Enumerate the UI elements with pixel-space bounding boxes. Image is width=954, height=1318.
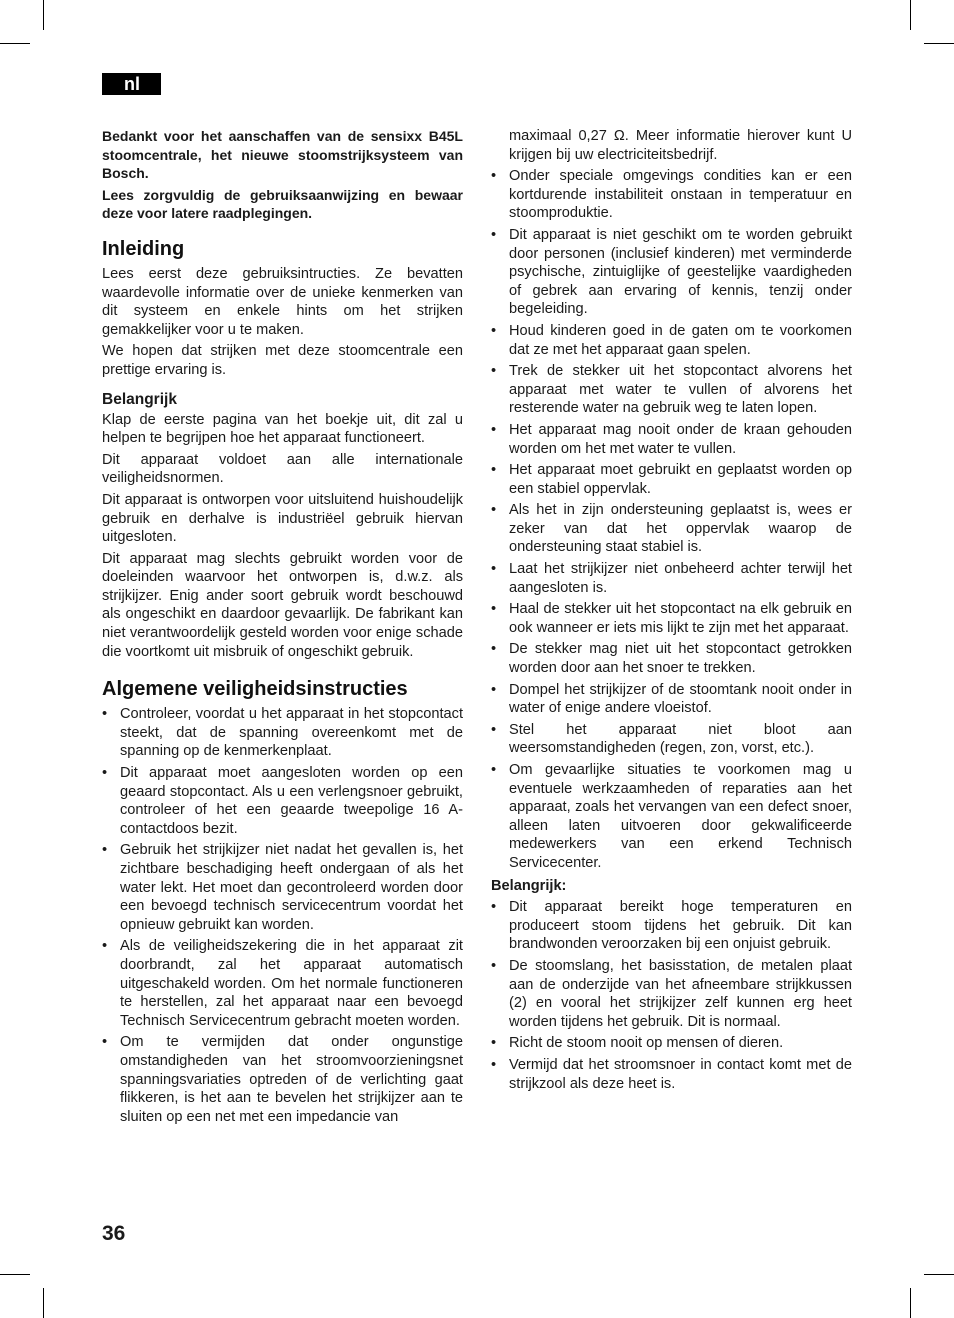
heading-belangrijk: Belangrijk bbox=[102, 390, 177, 408]
important-list bbox=[491, 898, 852, 1093]
crop-mark-bottom-left-h bbox=[0, 1274, 30, 1275]
list-item: • Richt de stoom nooit op mensen of dieren. bbox=[491, 1034, 852, 1053]
page-number: 36 bbox=[102, 1222, 126, 1245]
safety-list bbox=[102, 705, 463, 1126]
list-item: • Stel het apparaat niet bloot aan weersomstandigheden (regen, zon, vorst, etc.). bbox=[491, 721, 852, 758]
list-item: • Trek de stekker uit het stopcontact alvorens het apparaat met water te vullen of alvorens het resterende water na gebruik weg te laten lopen. bbox=[491, 362, 852, 418]
list-item: • Om gevaarlijke situaties te voorkomen mag u eventuele werkzaamheden of reparaties aan het apparaat, zoals het vervangen van een defect snoer, alleen laten uitvoeren door gekwalificeerde medewerkers van een erkend Technisch Servicecenter. bbox=[491, 761, 852, 873]
crop-mark-top-left-h bbox=[0, 43, 30, 44]
right-column bbox=[491, 127, 852, 1096]
crop-mark-top-right-v bbox=[910, 0, 911, 30]
safety-list-continued bbox=[491, 167, 852, 872]
list-item: • Onder speciale omgevings condities kan er een kortdurende instabiliteit onstaan in temperatuur en stoomproduktie. bbox=[491, 167, 852, 223]
crop-mark-top-right-h bbox=[924, 43, 954, 44]
list-item: • Houd kinderen goed in de gaten om te voorkomen dat ze met het apparaat gaan spelen. bbox=[491, 322, 852, 359]
list-item: • Dit apparaat moet aangesloten worden op een geaard stopcontact. Als u een verlengsnoer gebruikt, controleer of het een geaarde tweepolige 16 A-contactdoos bezit. bbox=[102, 764, 463, 838]
list-item: • Gebruik het strijkijzer niet nadat het gevallen is, het zichtbare beschadiging heeft ondergaan of als het water lekt. Het moet dan gecontroleerd worden door een bevoegd technisch servicecentrum voordat het opnieuw gebruikt kan worden. bbox=[102, 841, 463, 934]
crop-mark-bottom-left-v bbox=[43, 1288, 44, 1318]
heading-inleiding: Inleiding bbox=[102, 237, 185, 260]
paragraph: Dit apparaat is ontworpen voor uitsluitend huishoudelijk gebruik en derhalve is industriëel gebruik hiervan uitgesloten. bbox=[102, 491, 463, 546]
list-item: • Als de veiligheidszekering die in het apparaat zit doorbrandt, zal het apparaat automatisch uitgeschakeld worden. Om het normale functioneren te herstellen, zal het apparaat naar een bevoegd Technisch Servicecentrum gebracht moeten worden. bbox=[102, 937, 463, 1030]
crop-mark-top-left-v bbox=[43, 0, 44, 30]
paragraph: Dit apparaat voldoet aan alle internationale veiligheidsnormen. bbox=[102, 451, 463, 487]
list-item: • Het apparaat moet gebruikt en geplaatst worden op een stabiel oppervlak. bbox=[491, 461, 852, 498]
list-item: • Dit apparaat bereikt hoge temperaturen en produceert stoom tijdens het gebruik. Dit kan brandwonden veroorzaken bij een onjuist gebruik. bbox=[491, 898, 852, 954]
intro-read-manual: Lees zorgvuldig de gebruiksaanwijzing en bewaar deze voor latere raadplegingen. bbox=[102, 186, 463, 222]
list-item: • Controleer, voordat u het apparaat in het stopcontact steekt, dat de spanning overeenkomt met de spanning op de kenmerkenplaat. bbox=[102, 705, 463, 761]
list-item: • De stoomslang, het basisstation, de metalen plaat aan de onderzijde van het afneembare strijkkussen (2) en vooral het strijkijzer zelf kunnen erg heet worden tijdens het gebruik. Dit is normaal. bbox=[491, 957, 852, 1031]
paragraph: Dit apparaat mag slechts gebruikt worden voor de doeleinden waarvoor het ontworpen is, d.w.z. als strijkijzer. Enig ander soort gebruik wordt beschouwd als ongeschikt en daardoor gevaarlijk. De fabrikant kan niet verantwoordelijk gesteld worden voor enige schade die voortkomt uit misbruik of ongeschikt gebruik. bbox=[102, 550, 463, 660]
list-item: • Als het in zijn ondersteuning geplaatst is, wees er zeker van dat het oppervlak waarop de ondersteuning staat stabiel is. bbox=[491, 501, 852, 557]
heading-belangrijk-2: Belangrijk: bbox=[491, 877, 567, 894]
language-badge: nl bbox=[102, 73, 161, 95]
list-item: • Vermijd dat het stroomsnoer in contact komt met de strijkzool als deze heet is. bbox=[491, 1056, 852, 1093]
list-item: • Dit apparaat is niet geschikt om te worden gebruikt door personen (inclusief kinderen) met verminderde psychische, zintuiglijke of geestelijke vaardigheden of gebrek aan ervaring of kennis, tenzij onder begeleiding. bbox=[491, 226, 852, 319]
intro-thanks: Bedankt voor het aanschaffen van de sensixx B45L stoomcentrale, het nieuwe stoomstrijksysteem van Bosch. bbox=[102, 128, 463, 182]
crop-mark-bottom-right-v bbox=[910, 1288, 911, 1318]
list-item: • Het apparaat mag nooit onder de kraan gehouden worden om het met water te vullen. bbox=[491, 421, 852, 458]
paragraph: We hopen dat strijken met deze stoomcentrale een prettige ervaring is. bbox=[102, 343, 463, 378]
left-column bbox=[102, 127, 463, 1129]
heading-algemene-veiligheid: Algemene veiligheidsinstructies bbox=[102, 678, 408, 701]
list-item-continuation: maximaal 0,27 Ω. Meer informatie hierover kunt U krijgen bij uw electriciteitsbedrijf. bbox=[509, 128, 852, 163]
list-item: • Haal de stekker uit het stopcontact na elk gebruik en ook wanneer er iets mis lijkt te zijn met het apparaat. bbox=[491, 600, 852, 637]
paragraph: Klap de eerste pagina van het boekje uit, dit zal u helpen te begrijpen hoe het apparaat functioneert. bbox=[102, 411, 463, 447]
crop-mark-bottom-right-h bbox=[924, 1274, 954, 1275]
list-item: • Dompel het strijkijzer of de stoomtank nooit onder in water of enige andere vloeistof. bbox=[491, 681, 852, 718]
paragraph: Lees eerst deze gebruiksintructies. Ze bevatten waardevolle informatie over de unieke kenmerken van dit systeem en enkele hints om het strijken gemakkelijker voor u te maken. bbox=[102, 265, 463, 338]
list-item: • Om te vermijden dat onder ongunstige omstandigheden van het stroomvoorzieningsnet spanningsvariaties optreden of de verlichting gaat flikkeren, is het aan te bevelen het strijkijzer aan te sluiten op een net met een impedancie van bbox=[102, 1033, 463, 1126]
list-item: • Laat het strijkijzer niet onbeheerd achter terwijl het aangesloten is. bbox=[491, 560, 852, 597]
list-item: • De stekker mag niet uit het stopcontact getrokken worden door aan het snoer te trekken. bbox=[491, 640, 852, 677]
